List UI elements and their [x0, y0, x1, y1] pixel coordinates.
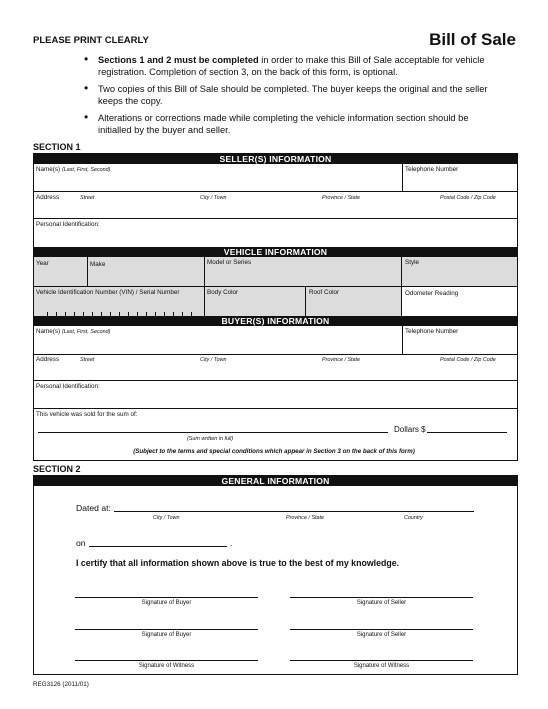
- buyer-personal-id-label: Personal Identification:: [36, 383, 100, 390]
- vehicle-odometer-label: Odometer Reading: [405, 290, 459, 297]
- form-code: REG3126 (2011/01): [33, 681, 89, 688]
- instruction-item: [84, 112, 504, 136]
- seller-heading: SELLER(S) INFORMATION: [33, 154, 518, 164]
- buyer-telephone-field[interactable]: [405, 336, 515, 352]
- vehicle-year-field[interactable]: [36, 268, 85, 284]
- dated-province-hint: Province / State: [286, 515, 325, 521]
- section1-label: SECTION 1: [33, 142, 81, 152]
- seller-street-hint: Street: [80, 195, 95, 201]
- seller-address-field[interactable]: [36, 202, 514, 216]
- vehicle-vin-label: Vehicle Identification Number (VIN) / Serial Number: [36, 289, 180, 296]
- dated-at-label: Dated at:: [76, 503, 111, 513]
- seller-telephone-field[interactable]: [405, 174, 515, 190]
- date-on-field[interactable]: [89, 535, 227, 546]
- dated-city-hint: City / Town: [153, 515, 180, 521]
- witness-signature-1-field[interactable]: [75, 647, 258, 660]
- sum-written-hint: (Sum written in full): [187, 436, 234, 442]
- on-label: on: [76, 538, 86, 548]
- dated-at-field[interactable]: [114, 500, 474, 511]
- sale-sum-words-field[interactable]: [38, 420, 388, 432]
- vehicle-style-field[interactable]: [405, 268, 515, 284]
- vehicle-roof-color-label: Roof Color: [309, 289, 340, 296]
- seller-city-hint: City / Town: [200, 195, 227, 201]
- instruction-text: Two copies of this Bill of Sale should be completed. The buyer keeps the original and the seller keeps the copy.: [98, 84, 488, 106]
- witness-signature-2-label: Signature of Witness: [353, 663, 410, 669]
- buyer-signature-1-label: Signature of Buyer: [141, 600, 192, 606]
- vehicle-style-label: Style: [405, 259, 419, 266]
- vehicle-model-field[interactable]: [207, 268, 399, 284]
- seller-names-label: Name(s) (Last, First, Second): [36, 166, 111, 173]
- sale-dollars-field[interactable]: [427, 420, 507, 432]
- seller-address-label: Address: [36, 194, 60, 201]
- seller-signature-2-field[interactable]: [290, 616, 473, 629]
- buyer-street-hint: Street: [80, 357, 95, 363]
- buyer-signature-2-field[interactable]: [75, 616, 258, 629]
- vehicle-year-label: Year: [36, 260, 49, 267]
- dollars-label: Dollars $: [394, 425, 426, 434]
- seller-personal-id-label: Personal Identification:: [36, 221, 100, 228]
- witness-signature-1-label: Signature of Witness: [138, 663, 195, 669]
- certify-statement: I certify that all information shown above is true to the best of my knowledge.: [76, 558, 400, 568]
- buyer-heading: BUYER(S) INFORMATION: [33, 316, 518, 326]
- buyer-city-hint: City / Town: [200, 357, 227, 363]
- buyer-signature-2-label: Signature of Buyer: [141, 632, 192, 638]
- buyer-personal-id-field[interactable]: [120, 382, 514, 406]
- vehicle-make-field[interactable]: [90, 268, 202, 284]
- seller-telephone-label: Telephone Number: [405, 166, 459, 173]
- seller-signature-2-label: Signature of Seller: [356, 632, 407, 638]
- instruction-bold: Sections 1 and 2 must be completed: [98, 55, 259, 65]
- seller-personal-id-field[interactable]: [120, 220, 514, 244]
- instruction-text: Alterations or corrections made while completing the vehicle information section should be initialled by the buyer and seller.: [98, 113, 469, 135]
- page-title: Bill of Sale: [429, 30, 516, 49]
- buyer-signature-1-field[interactable]: [75, 584, 258, 597]
- buyer-province-hint: Province / State: [322, 357, 361, 363]
- seller-signature-1-field[interactable]: [290, 584, 473, 597]
- seller-signature-1-label: Signature of Seller: [356, 600, 407, 606]
- general-info-heading: GENERAL INFORMATION: [33, 476, 518, 486]
- instruction-item: [84, 83, 504, 107]
- vehicle-make-label: Make: [90, 261, 106, 268]
- terms-note: (Subject to the terms and special conditions which appear in Section 3 on the back of this form): [133, 448, 415, 455]
- buyer-names-field[interactable]: [36, 336, 400, 352]
- witness-signature-2-field[interactable]: [290, 647, 473, 660]
- buyer-telephone-label: Telephone Number: [405, 328, 459, 335]
- seller-province-hint: Province / State: [322, 195, 361, 201]
- instruction-item: [84, 54, 504, 78]
- vehicle-odometer-field[interactable]: [405, 298, 515, 314]
- print-clearly-note: PLEASE PRINT CLEARLY: [33, 35, 149, 46]
- buyer-names-label: Name(s) (Last, First, Second): [36, 328, 111, 335]
- instruction-text: in order to make this Bill of Sale acceptable for vehicle registration. Completion of section 3, on the back of this form, is optional.: [98, 55, 485, 77]
- vehicle-heading: VEHICLE INFORMATION: [33, 247, 518, 257]
- vehicle-body-color-label: Body Color: [207, 289, 239, 296]
- buyer-address-field[interactable]: [36, 364, 514, 378]
- vehicle-roof-color-field[interactable]: [309, 298, 399, 314]
- dated-country-hint: Country: [404, 515, 423, 521]
- seller-names-field[interactable]: [36, 174, 400, 190]
- vehicle-body-color-field[interactable]: [207, 298, 303, 314]
- buyer-postal-hint: Postal Code / Zip Code: [440, 357, 496, 363]
- seller-postal-hint: Postal Code / Zip Code: [440, 195, 496, 201]
- buyer-address-label: Address: [36, 356, 60, 363]
- vehicle-model-label: Model or Series: [207, 259, 252, 266]
- section2-label: SECTION 2: [33, 464, 81, 474]
- instructions-list: [84, 54, 504, 141]
- sold-for-label: This vehicle was sold for the sum of:: [36, 411, 138, 418]
